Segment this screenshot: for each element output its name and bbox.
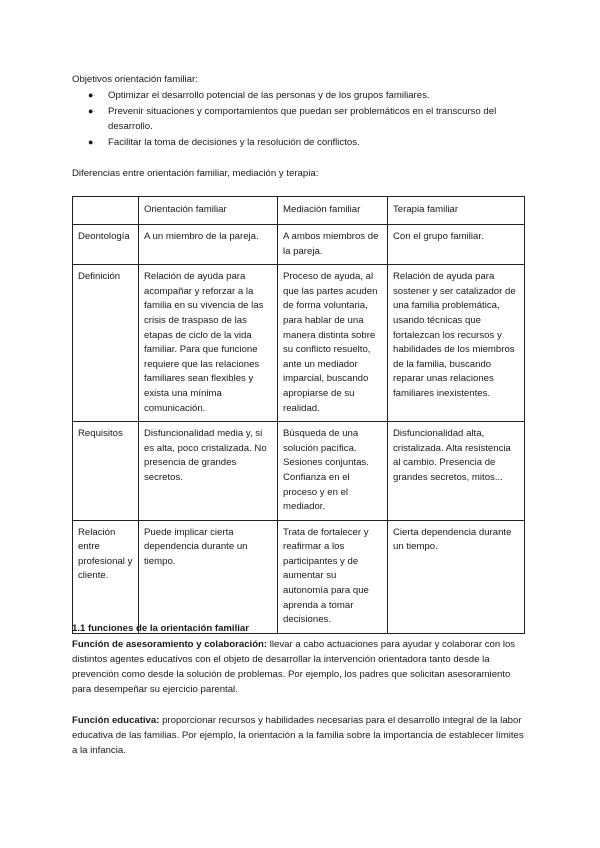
row-label: Deontología — [73, 225, 139, 265]
table-cell: A un miembro de la pareja. — [139, 225, 278, 265]
function-label: Función educativa: — [72, 715, 160, 726]
bullet-icon: ● — [88, 90, 94, 100]
table-cell: Relación de ayuda para sostener y ser catalizador de una familia problemática, usando técnicas que fortalezcan los recursos y habilidades de los miembros de la familia, buscando reparar unas relaciones familiares inexistentes. — [388, 265, 525, 422]
differences-heading: Diferencias entre orientación familiar, mediación y terapia: — [72, 168, 319, 179]
table-cell: Relación de ayuda para acompañar y reforzar a la familia en su vivencia de las crisis de traspaso de las etapas de ciclo de la vida familiar. Para que funcione requiere que las relaciones familiares sean flexibles y exista una mínima comunicación. — [139, 265, 278, 422]
table-row — [73, 520, 525, 633]
table-header-cell: Orientación familiar — [139, 197, 278, 225]
bullet-icon: ● — [88, 137, 94, 147]
asesoramiento-paragraph — [72, 637, 528, 697]
function-label: Función de asesoramiento y colaboración: — [72, 639, 268, 650]
comparison-table — [72, 196, 525, 634]
table-row — [73, 265, 525, 422]
table-cell: Proceso de ayuda, al que las partes acuden de forma voluntaria, para hablar de una manera distinta sobre su conflicto resuelto, ante un mediador imparcial, buscando apropiarse de su realidad. — [278, 265, 388, 422]
table-cell: Disfuncionalidad media y, si es alta, poco cristalizada. No presencia de grandes secretos. — [139, 422, 278, 521]
function-text: proporcionar recursos y habilidades necesarias para el desarrollo integral de la labor educativa de las familias. Por ejemplo, la orientación a la familia sobre la importancia de establecer límites a la infancia. — [72, 715, 524, 756]
table-cell: Disfuncionalidad alta, cristalizada. Alta resistencia al cambio. Presencia de grandes secretos, mitos... — [388, 422, 525, 521]
table-cell: A ambos miembros de la pareja. — [278, 225, 388, 265]
objectives-list — [72, 88, 528, 151]
row-label: Relación entre profesional y cliente. — [73, 520, 139, 633]
row-label: Definición — [73, 265, 139, 422]
table-header-cell — [73, 197, 139, 225]
list-item — [72, 135, 528, 150]
objective-text: Optimizar el desarrollo potencial de las personas y de los grupos familiares. — [108, 90, 430, 101]
bullet-icon: ● — [88, 106, 94, 116]
table-cell: Búsqueda de una solución pacífica. Sesiones conjuntas. Confianza en el proceso y en el mediador. — [278, 422, 388, 521]
table-cell: Trata de fortalecer y reafirmar a los participantes y de aumentar su autonomía para que aprenda a tomar decisiones. — [278, 520, 388, 633]
row-label: Requisitos — [73, 422, 139, 521]
educativa-paragraph — [72, 713, 528, 758]
objectives-heading: Objetivos orientación familiar: — [72, 74, 198, 85]
table-cell: Con el grupo familiar. — [388, 225, 525, 265]
list-item — [72, 104, 528, 134]
objective-text: Facilitar la toma de decisiones y la resolución de conflictos. — [108, 137, 360, 148]
table-header-row — [73, 197, 525, 225]
table-cell: Puede implicar cierta dependencia durante un tiempo. — [139, 520, 278, 633]
table-header-cell: Mediación familiar — [278, 197, 388, 225]
table-header-cell: Terapia familiar — [388, 197, 525, 225]
section-title: 1.1 funciones de la orientación familiar — [72, 623, 250, 634]
function-text: llevar a cabo actuaciones para ayudar y colaborar con los distintos agentes educativos con el objeto de desarrollar la intervención orientadora tanto desde la prevención como desde la solución de problemas. Por ejemplo, los padres que solicitan asesoramiento para desempeñar su ejercicio parental. — [72, 639, 516, 695]
objective-text: Prevenir situaciones y comportamientos que puedan ser problemáticos en el transcurso del desarrollo. — [108, 106, 497, 132]
table-row — [73, 422, 525, 521]
list-item — [72, 88, 528, 103]
table-cell: Cierta dependencia durante un tiempo. — [388, 520, 525, 633]
table-row — [73, 225, 525, 265]
